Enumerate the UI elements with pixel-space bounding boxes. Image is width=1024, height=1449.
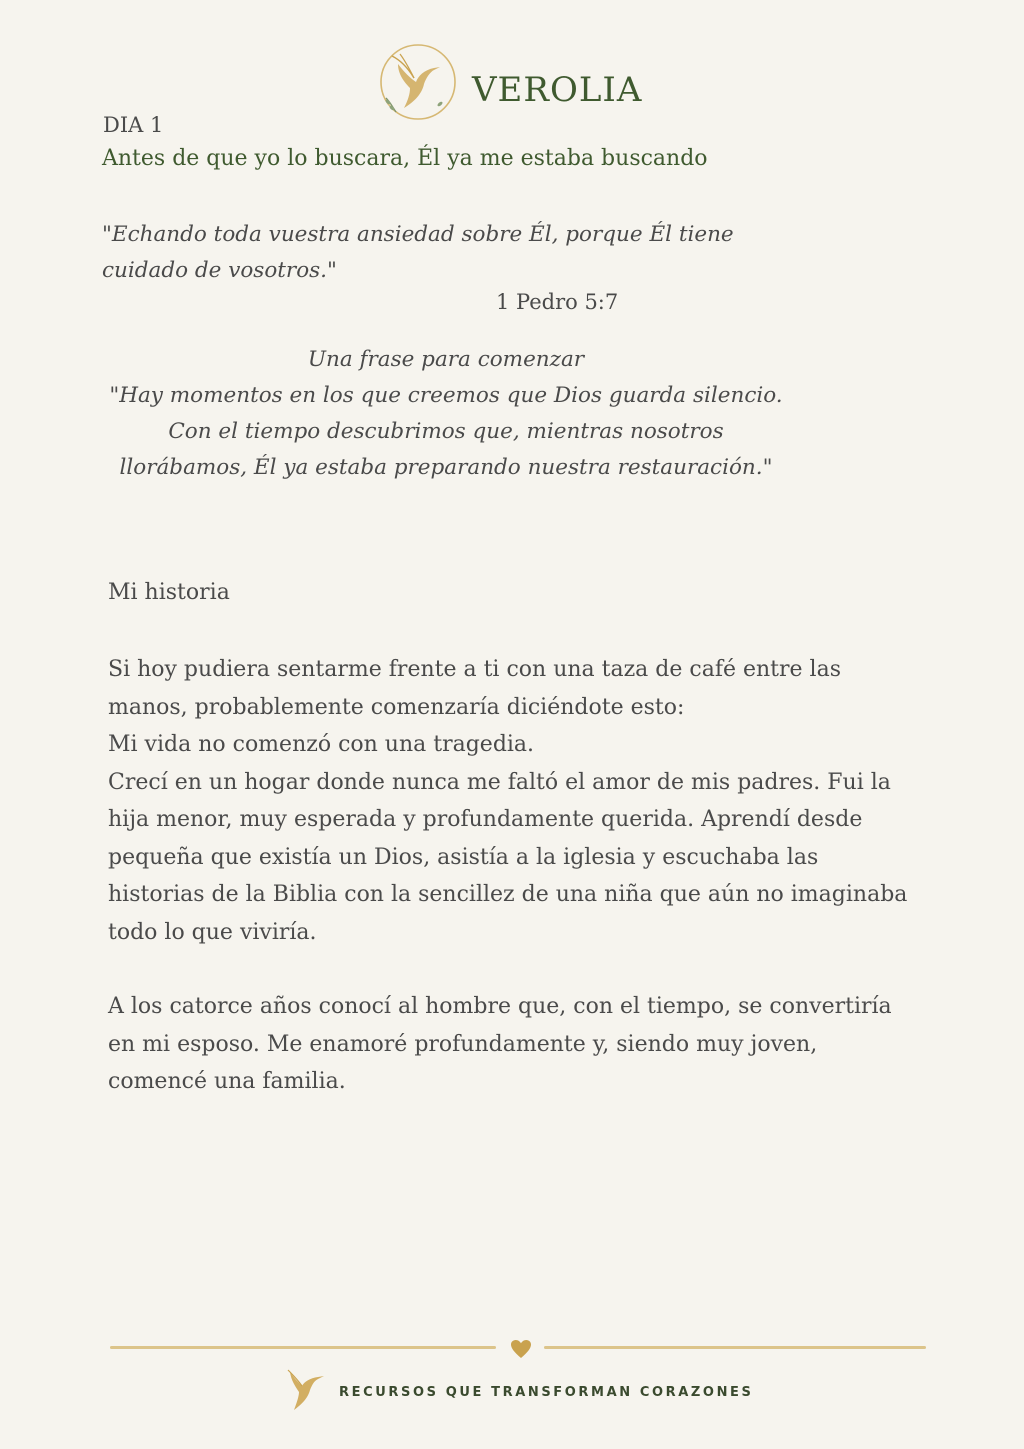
paragraph-line: hija menor, muy esperada y profundamente querida. Aprendí desde xyxy=(108,807,863,832)
story-title: Mi historia xyxy=(108,580,230,605)
opening-phrase xyxy=(96,342,796,486)
verse-line: "Echando toda vuestra ansiedad sobre Él, porque Él tiene xyxy=(102,222,734,247)
brand-name: VEROLIA xyxy=(472,70,643,110)
paragraph-line: Crecí en un hogar donde nunca me faltó el amor de mis padres. Fui la xyxy=(108,769,891,795)
phrase-line: llorábamos, Él ya estaba preparando nuestra restauración." xyxy=(119,455,773,480)
hummingbird-icon xyxy=(286,1368,326,1412)
story-paragraph-1 xyxy=(108,651,928,951)
heart-icon xyxy=(510,1339,532,1359)
day-label: DIA 1 xyxy=(103,113,164,137)
paragraph-line: manos, probablemente comenzaría diciéndote esto: xyxy=(108,694,685,720)
phrase-line: Con el tiempo descubrimos que, mientras nosotros xyxy=(168,419,724,444)
verse-line: cuidado de vosotros." xyxy=(102,258,337,283)
paragraph-line: Mi vida no comenzó con una tragedia. xyxy=(108,732,535,757)
bible-verse xyxy=(102,217,762,289)
paragraph-line: en mi esposo. Me enamoré profundamente y, siendo muy joven, xyxy=(108,1031,818,1057)
story-paragraph-2 xyxy=(108,988,928,1101)
footer-divider-left xyxy=(110,1346,496,1349)
footer-divider-right xyxy=(544,1346,926,1349)
paragraph-line: A los catorce años conocí al hombre que, con el tiempo, se convertiría xyxy=(108,994,892,1019)
paragraph-line: Si hoy pudiera sentarme frente a ti con una taza de café entre las xyxy=(108,657,841,682)
phrase-line: "Hay momentos en los que creemos que Dios guarda silencio. xyxy=(109,383,783,408)
hummingbird-logo-icon xyxy=(378,42,458,124)
paragraph-line: historias de la Biblia con la sencillez de una niña que aún no imaginaba xyxy=(108,882,908,907)
verse-reference: 1 Pedro 5:7 xyxy=(496,290,619,314)
paragraph-line: pequeña que existía un Dios, asistía a la iglesia y escuchaba las xyxy=(108,844,819,870)
phrase-heading: Una frase para comenzar xyxy=(307,347,585,372)
paragraph-line: todo lo que viviría. xyxy=(108,919,317,945)
footer-tagline: RECURSOS QUE TRANSFORMAN CORAZONES xyxy=(339,1385,754,1400)
day-title: Antes de que yo lo buscara, Él ya me estaba buscando xyxy=(102,146,708,171)
paragraph-line: comencé una familia. xyxy=(108,1069,346,1094)
